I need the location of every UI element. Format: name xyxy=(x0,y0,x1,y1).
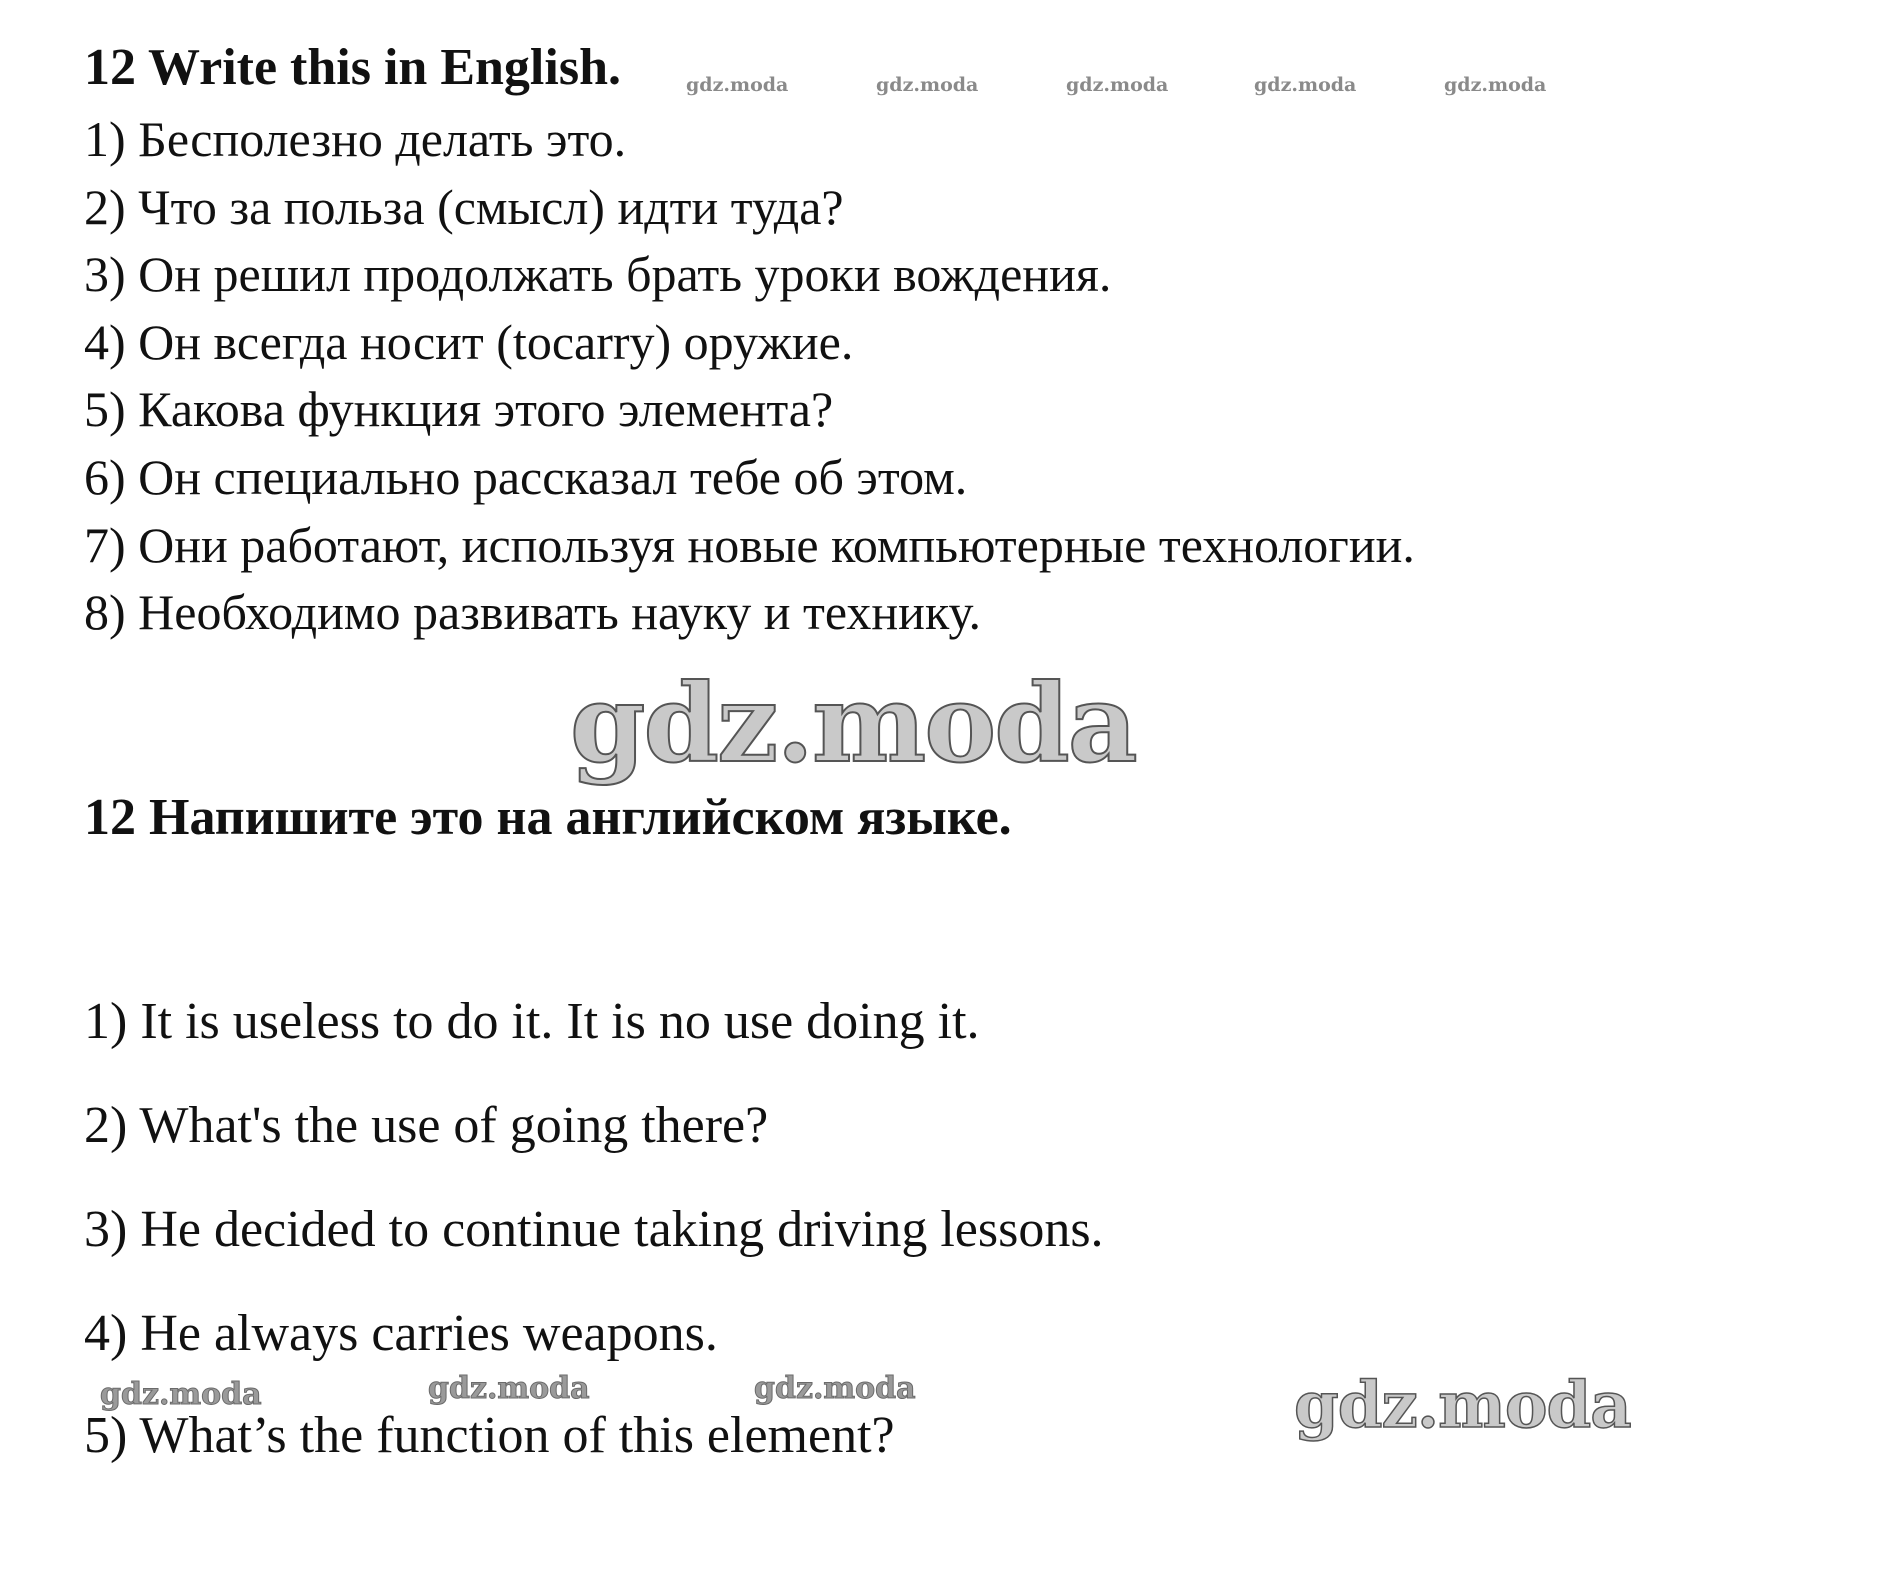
english-answer: 1) It is useless to do it. It is no use doing it. xyxy=(84,993,980,1050)
english-answer: 4) He always carries weapons. xyxy=(84,1305,718,1362)
exercise-title-russian: 12 Напишите это на английском языке. xyxy=(84,789,1012,846)
watermark-small: gdz.moda xyxy=(1444,74,1547,96)
english-answer: 5) What’s the function of this element? xyxy=(84,1407,895,1464)
watermark-small: gdz.moda xyxy=(686,74,789,96)
russian-sentence-list xyxy=(84,106,1415,647)
russian-sentence: 2) Что за польза (смысл) идти туда? xyxy=(84,178,844,235)
watermark-large: gdz.moda xyxy=(570,661,1136,787)
watermark-medium: gdz.moda xyxy=(754,1371,916,1406)
russian-sentence: 4) Он всегда носит (tocarry) оружие. xyxy=(84,313,854,370)
russian-sentence: 8) Необходимо развивать науку и технику. xyxy=(84,584,982,641)
watermark-small: gdz.moda xyxy=(876,74,979,96)
watermark-large: gdz.moda xyxy=(1294,1368,1631,1443)
english-answer: 2) What's the use of going there? xyxy=(84,1097,769,1154)
russian-sentence: 7) Они работают, используя новые компьютерные технологии. xyxy=(84,516,1415,573)
watermark-medium: gdz.moda xyxy=(428,1371,590,1406)
russian-sentence: 1) Бесполезно делать это. xyxy=(84,111,627,167)
exercise-title-english: 12 Write this in English. xyxy=(84,39,621,96)
russian-sentence: 3) Он решил продолжать брать уроки вождения. xyxy=(84,246,1112,303)
watermark-small: gdz.moda xyxy=(1254,74,1357,96)
russian-sentence: 6) Он специально рассказал тебе об этом. xyxy=(84,448,968,505)
english-answer: 3) He decided to continue taking driving lessons. xyxy=(84,1201,1104,1258)
watermark-small: gdz.moda xyxy=(1066,74,1169,96)
russian-sentence: 5) Какова функция этого элемента? xyxy=(84,381,834,438)
watermark-medium: gdz.moda xyxy=(100,1377,262,1412)
